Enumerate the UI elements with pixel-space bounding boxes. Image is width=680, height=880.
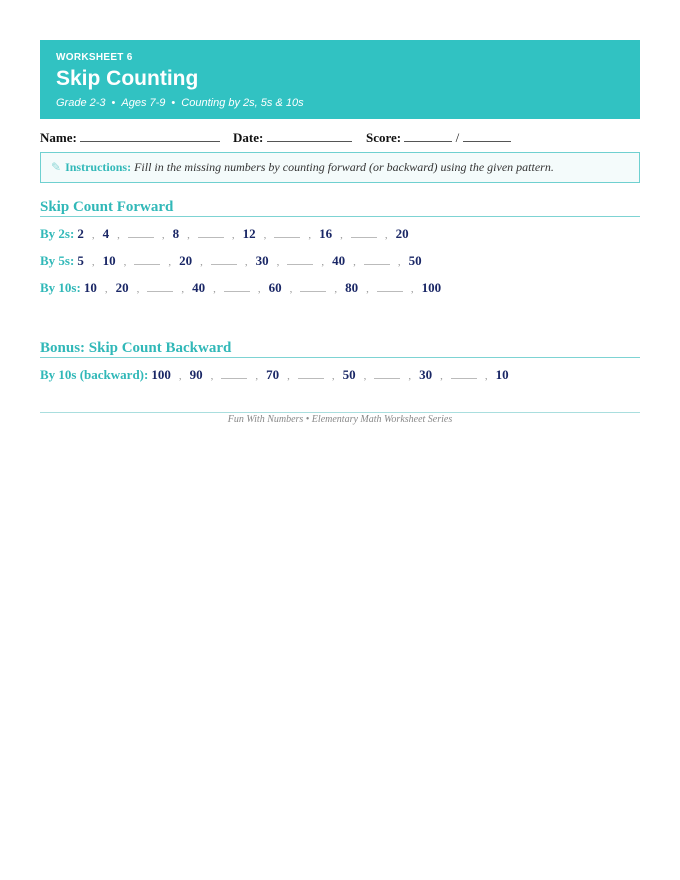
answer-blank[interactable]	[128, 224, 154, 238]
comma-separator: ,	[257, 283, 261, 295]
comma-separator: ,	[287, 370, 290, 382]
given-number: 100	[151, 367, 171, 382]
answer-blank[interactable]	[287, 251, 313, 265]
comma-separator: ,	[255, 370, 259, 382]
worksheet-number: WORKSHEET 6	[56, 52, 133, 63]
comma-separator: ,	[410, 283, 414, 295]
comma-separator: ,	[408, 370, 412, 382]
comma-separator: ,	[440, 370, 443, 382]
answer-blank[interactable]	[377, 278, 403, 292]
comma-separator: ,	[91, 256, 95, 268]
section-title: Skip Count Forward	[40, 198, 640, 217]
answer-blank[interactable]	[221, 365, 247, 379]
answer-blank[interactable]	[211, 251, 237, 265]
answer-blank[interactable]	[300, 278, 326, 292]
age-range: Ages 7-9	[121, 97, 166, 109]
given-number: 70	[266, 367, 280, 382]
given-number: 8	[172, 226, 180, 241]
date-field[interactable]	[233, 130, 352, 146]
comma-separator: ,	[117, 229, 120, 241]
comma-separator: ,	[91, 229, 95, 241]
comma-separator: ,	[484, 370, 488, 382]
answer-blank[interactable]	[224, 278, 250, 292]
comma-separator: ,	[397, 256, 401, 268]
score-total-line[interactable]	[463, 130, 511, 142]
comma-separator: ,	[276, 256, 280, 268]
comma-separator: ,	[331, 370, 335, 382]
comma-separator: ,	[136, 283, 140, 295]
skip-count-row	[40, 361, 640, 388]
comma-separator: ,	[187, 229, 190, 241]
given-number: 40	[332, 253, 346, 268]
comma-separator: ,	[200, 256, 203, 268]
footer: Fun With Numbers • Elementary Math Worksheet Series	[40, 412, 640, 425]
given-number: 4	[102, 226, 110, 241]
pencil-icon: ✎	[51, 160, 62, 174]
worksheet-title: Skip Counting	[56, 67, 199, 90]
bullet-separator: •	[171, 97, 176, 109]
comma-separator: ,	[321, 256, 325, 268]
answer-blank[interactable]	[147, 278, 173, 292]
section-title: Bonus: Skip Count Backward	[40, 339, 640, 358]
comma-separator: ,	[263, 229, 267, 241]
name-line[interactable]	[80, 130, 220, 142]
answer-blank[interactable]	[374, 365, 400, 379]
comma-separator: ,	[366, 283, 369, 295]
given-number: 20	[115, 280, 129, 295]
given-number: 30	[419, 367, 433, 382]
given-number: 10	[495, 367, 509, 382]
given-number: 30	[255, 253, 269, 268]
given-number: 50	[342, 367, 356, 382]
score-separator: /	[455, 130, 460, 145]
bullet-separator: •	[111, 97, 116, 109]
comma-separator: ,	[353, 256, 356, 268]
grade-level: Grade 2-3	[56, 97, 106, 109]
row-label: By 5s:	[40, 253, 75, 268]
score-field[interactable]	[366, 130, 511, 146]
comma-separator: ,	[178, 370, 182, 382]
comma-separator: ,	[308, 229, 312, 241]
given-number: 10	[102, 253, 116, 268]
comma-separator: ,	[104, 283, 108, 295]
row-label: By 10s (backward):	[40, 367, 149, 382]
answer-blank[interactable]	[351, 224, 377, 238]
given-number: 10	[83, 280, 97, 295]
skip-count-row	[40, 247, 640, 274]
comma-separator: ,	[289, 283, 293, 295]
answer-blank[interactable]	[451, 365, 477, 379]
skip-count-row	[40, 274, 640, 301]
answer-blank[interactable]	[298, 365, 324, 379]
comma-separator: ,	[334, 283, 338, 295]
worksheet-meta	[56, 96, 624, 110]
student-info-row	[40, 130, 640, 147]
given-number: 20	[395, 226, 409, 241]
given-number: 60	[268, 280, 282, 295]
instructions-box	[40, 152, 640, 183]
name-label: Name:	[40, 130, 77, 145]
given-number: 5	[77, 253, 84, 268]
comma-separator: ,	[231, 229, 235, 241]
given-number: 16	[319, 226, 333, 241]
skip-count-row	[40, 220, 640, 247]
instructions-label: Instructions:	[65, 160, 132, 174]
worksheet-header	[40, 40, 640, 119]
given-number: 100	[421, 280, 442, 295]
comma-separator: ,	[181, 283, 185, 295]
comma-separator: ,	[213, 283, 216, 295]
answer-blank[interactable]	[274, 224, 300, 238]
given-number: 20	[179, 253, 193, 268]
row-label: By 10s:	[40, 280, 81, 295]
topic: Counting by 2s, 5s & 10s	[181, 97, 304, 109]
comma-separator: ,	[161, 229, 165, 241]
comma-separator: ,	[384, 229, 388, 241]
comma-separator: ,	[363, 370, 367, 382]
answer-blank[interactable]	[364, 251, 390, 265]
comma-separator: ,	[123, 256, 127, 268]
given-number: 40	[192, 280, 206, 295]
score-line[interactable]	[404, 130, 452, 142]
instructions-text: Fill in the missing numbers by counting forward (or backward) using the given pattern.	[134, 160, 554, 174]
comma-separator: ,	[210, 370, 214, 382]
worksheet-page	[40, 40, 640, 388]
row-label: By 2s:	[40, 226, 75, 241]
date-label: Date:	[233, 130, 264, 145]
given-number: 80	[345, 280, 359, 295]
score-label: Score:	[366, 130, 402, 145]
answer-blank[interactable]	[198, 224, 224, 238]
comma-separator: ,	[244, 256, 248, 268]
given-number: 50	[408, 253, 422, 268]
given-number: 12	[242, 226, 256, 241]
comma-separator: ,	[168, 256, 172, 268]
comma-separator: ,	[340, 229, 343, 241]
answer-blank[interactable]	[134, 251, 160, 265]
name-field[interactable]	[40, 130, 220, 146]
given-number: 2	[77, 226, 84, 241]
given-number: 90	[189, 367, 203, 382]
date-line[interactable]	[267, 130, 352, 142]
